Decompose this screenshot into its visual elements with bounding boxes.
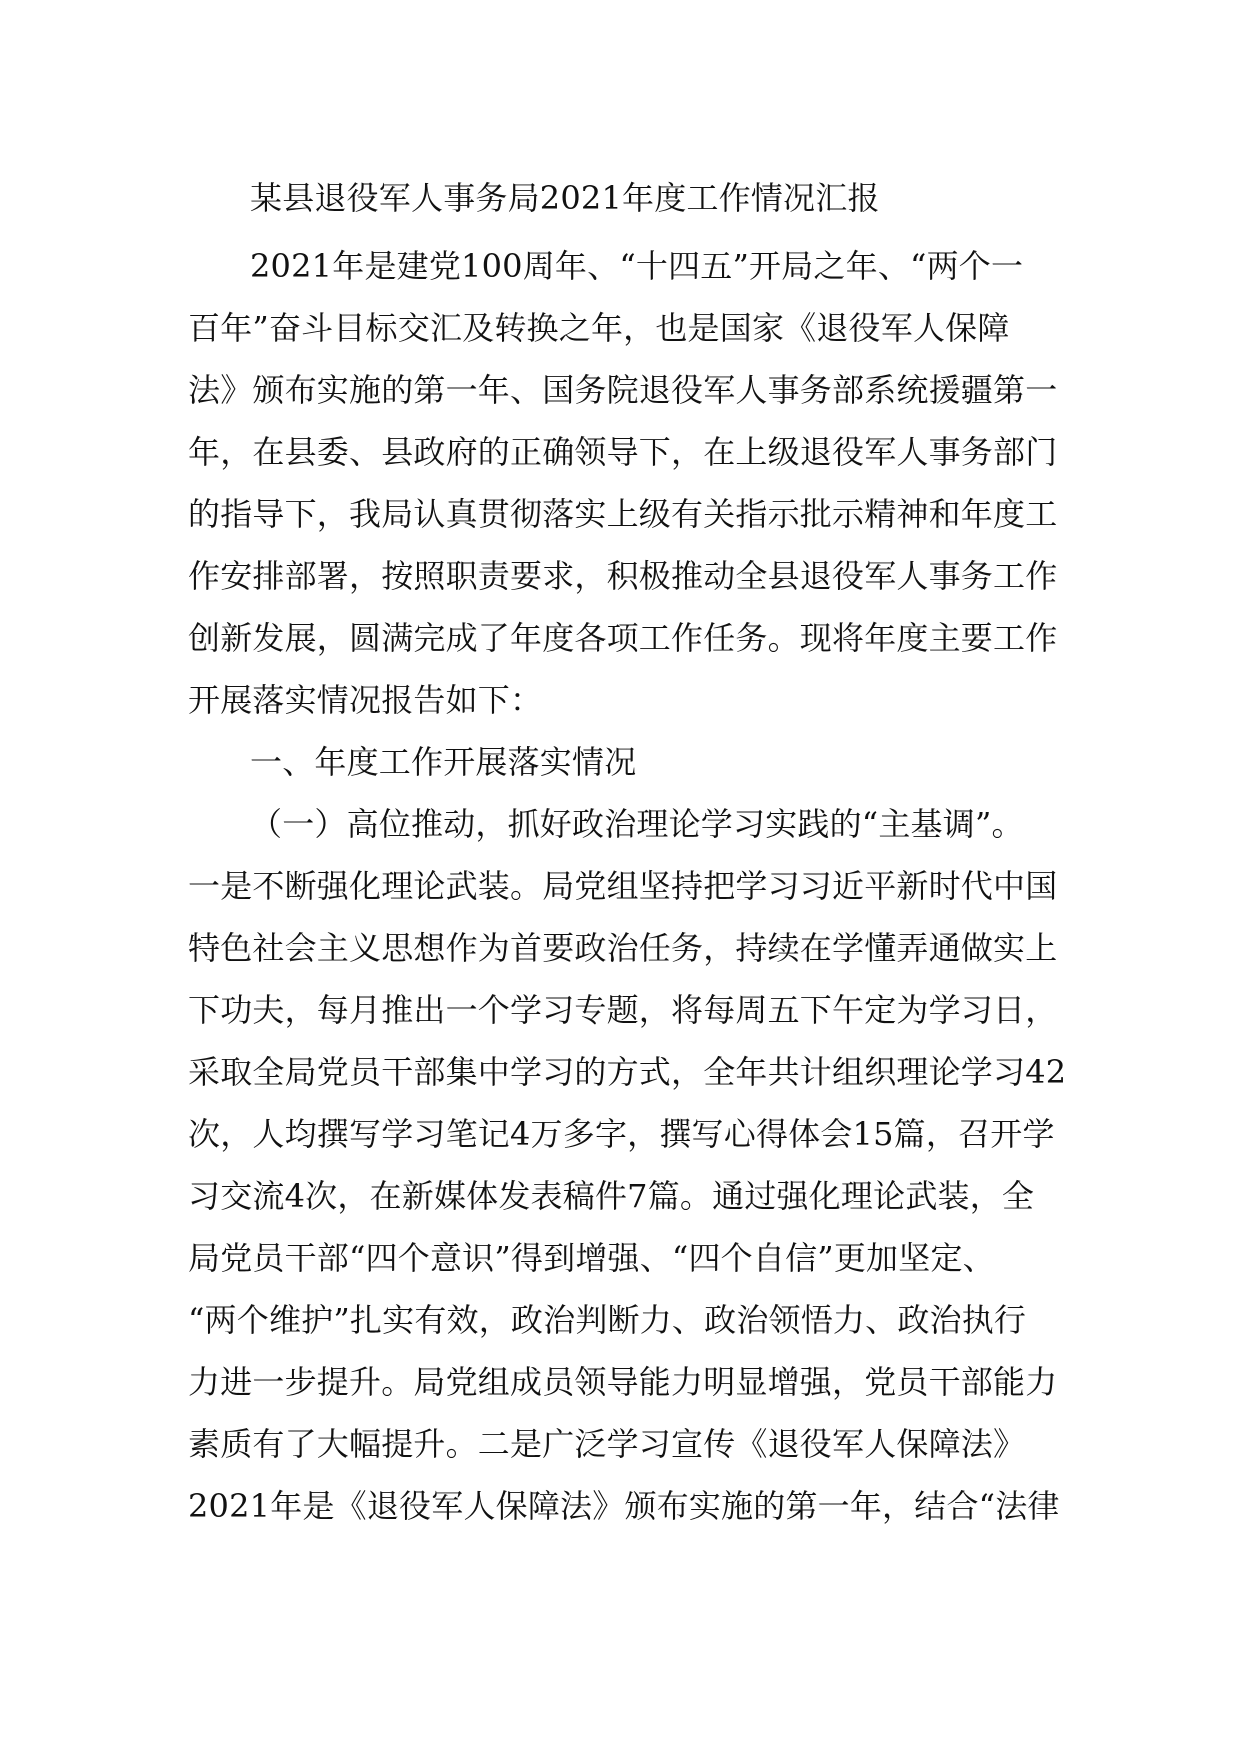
paragraph-line: 的指导下，我局认真贯彻落实上级有关指示批示精神和年度工 xyxy=(188,495,1058,533)
paragraph-line: 习交流4次，在新媒体发表稿件7篇。通过强化理论武装，全 xyxy=(188,1177,1035,1215)
paragraph-line: 次，人均撰写学习笔记4万多字，撰写心得体会15篇，召开学 xyxy=(188,1115,1055,1153)
paragraph-line: 下功夫，每月推出一个学习专题，将每周五下午定为学习日， xyxy=(188,991,1058,1029)
document-title: 某县退役军人事务局2021年度工作情况汇报 xyxy=(250,179,880,217)
paragraph-line: 作安排部署，按照职责要求，积极推动全县退役军人事务工作 xyxy=(188,557,1058,595)
subsection-heading: （一）高位推动，抓好政治理论学习实践的“主基调”。 xyxy=(250,805,1024,843)
paragraph-line: 力进一步提升。局党组成员领导能力明显增强，党员干部能力 xyxy=(188,1363,1058,1401)
paragraph-line: 特色社会主义思想作为首要政治任务，持续在学懂弄通做实上 xyxy=(188,929,1058,967)
paragraph-line: 年，在县委、县政府的正确领导下，在上级退役军人事务部门 xyxy=(188,433,1058,471)
paragraph-line: “两个维护”扎实有效，政治判断力、政治领悟力、政治执行 xyxy=(188,1301,1027,1339)
paragraph-line: 采取全局党员干部集中学习的方式，全年共计组织理论学习42 xyxy=(188,1053,1067,1091)
paragraph-line: 一是不断强化理论武装。局党组坚持把学习习近平新时代中国 xyxy=(188,867,1058,905)
section-heading: 一、年度工作开展落实情况 xyxy=(250,743,637,781)
paragraph-line: 开展落实情况报告如下： xyxy=(188,681,543,719)
paragraph-line: 法》颁布实施的第一年、国务院退役军人事务部系统援疆第一 xyxy=(188,371,1058,409)
paragraph-line: 素质有了大幅提升。二是广泛学习宣传《退役军人保障法》 xyxy=(188,1425,1026,1463)
paragraph-line: 局党员干部“四个意识”得到增强、“四个自信”更加坚定、 xyxy=(188,1239,995,1277)
paragraph-line: 创新发展，圆满完成了年度各项工作任务。现将年度主要工作 xyxy=(188,619,1058,657)
paragraph-line: 百年”奋斗目标交汇及转换之年，也是国家《退役军人保障 xyxy=(188,309,1010,347)
paragraph-line: 2021年是《退役军人保障法》颁布实施的第一年，结合“法律 xyxy=(188,1487,1060,1525)
paragraph-line: 2021年是建党100周年、“十四五”开局之年、“两个一 xyxy=(250,247,1024,285)
